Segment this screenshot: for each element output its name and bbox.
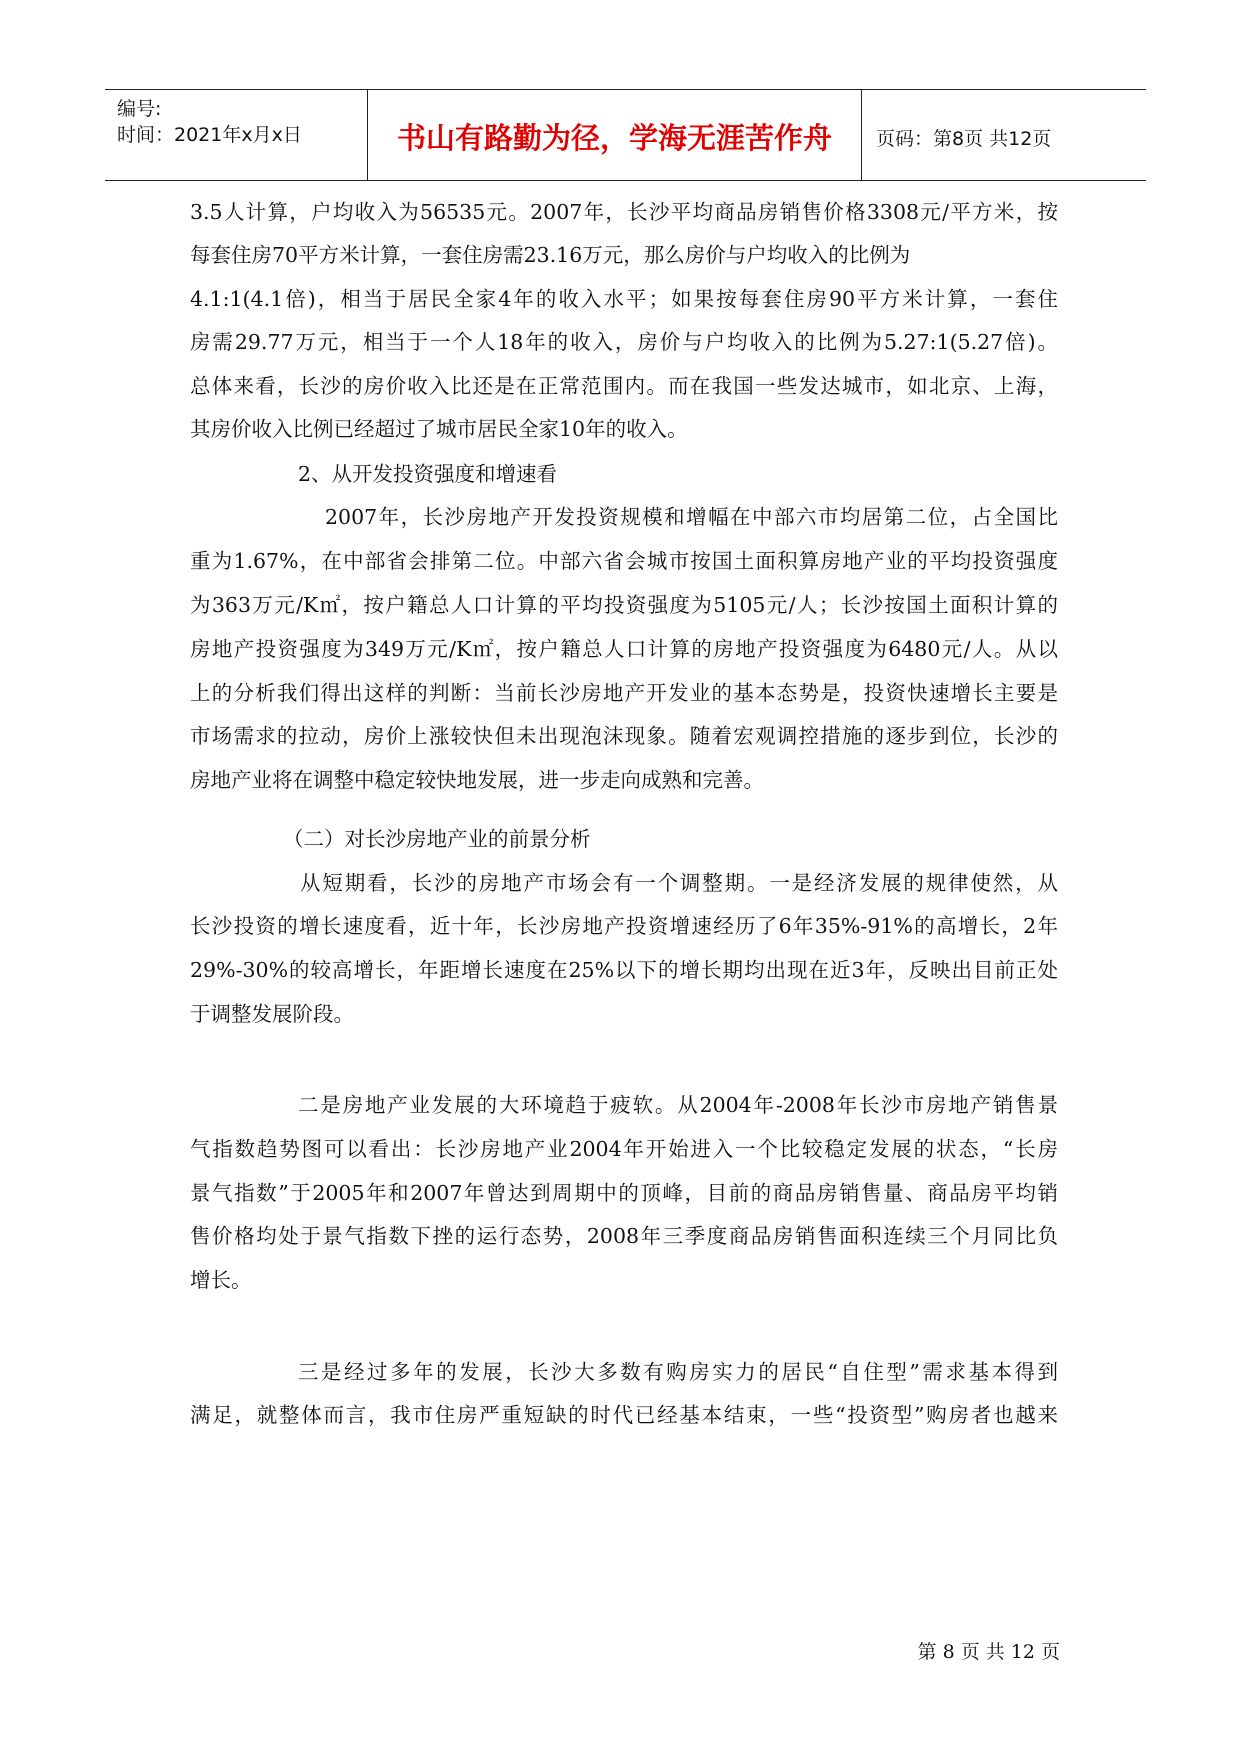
text-line: 每套住房70平方米计算，一套住房需23.16万元，那么房价与户均收入的比例为 bbox=[190, 243, 911, 267]
text-line: 总体来看，长沙的房价收入比还是在正常范围内。而在我国一些发达城市，如北京、上海， bbox=[190, 374, 1058, 398]
text-line: 二是房地产业发展的大环境趋于疲软。从2004年-2008年长沙市房地产销售景 bbox=[298, 1093, 1058, 1117]
text-line: 售价格均处于景气指数下挫的运行态势，2008年三季度商品房销售面积连续三个月同比负 bbox=[190, 1224, 1058, 1248]
text-line: 景气指数”于2005年和2007年曾达到周期中的顶峰，目前的商品房销售量、商品房平均销 bbox=[190, 1181, 1058, 1205]
header-motto: 书山有路勤为径，学海无涯苦作舟 bbox=[396, 121, 832, 155]
header-motto-cell bbox=[368, 90, 862, 180]
text-line: 满足，就整体而言，我市住房严重短缺的时代已经基本结束，一些“投资型”购房者也越来 bbox=[190, 1403, 1058, 1427]
text-line: 房地产投资强度为349万元/K㎡，按户籍总人口计算的房地产投资强度为6480元/人。从以 bbox=[190, 637, 1058, 661]
document-code-label: 编号: bbox=[117, 98, 162, 120]
text-line: 市场需求的拉动，房价上涨较快但未出现泡沫现象。随着宏观调控措施的逐步到位，长沙的 bbox=[190, 724, 1058, 748]
text-line: 房地产业将在调整中稳定较快地发展，进一步走向成熟和完善。 bbox=[190, 768, 764, 792]
section-heading: 2、从开发投资强度和增速看 bbox=[298, 462, 558, 486]
text-line: 气指数趋势图可以看出：长沙房地产业2004年开始进入一个比较稳定发展的状态，“长房 bbox=[190, 1137, 1058, 1161]
text-line: 三是经过多年的发展，长沙大多数有购房实力的居民“自住型”需求基本得到 bbox=[298, 1360, 1058, 1384]
text-line: 2007年，长沙房地产开发投资规模和增幅在中部六市均居第二位，占全国比 bbox=[325, 505, 1058, 529]
header-page-cell bbox=[862, 90, 1146, 180]
text-line: 上的分析我们得出这样的判断：当前长沙房地产开发业的基本态势是，投资快速增长主要是 bbox=[190, 681, 1058, 705]
header-page-number: 页码：第8页 共12页 bbox=[876, 128, 1052, 150]
text-line: 重为1.67%，在中部省会排第二位。中部六省会城市按国土面积算房地产业的平均投资强度 bbox=[190, 549, 1058, 573]
text-line: 房需29.77万元，相当于一个人18年的收入，房价与户均收入的比例为5.27:1(5.27倍)。 bbox=[190, 330, 1058, 354]
document-time-label: 时间：2021年x月x日 bbox=[117, 124, 302, 146]
header-info-cell bbox=[105, 90, 368, 180]
text-line: 3.5人计算，户均收入为56535元。2007年，长沙平均商品房销售价格3308元/平方米，按 bbox=[190, 200, 1058, 224]
text-line: 长沙投资的增长速度看，近十年，长沙房地产投资增速经历了6年35%-91%的高增长，2年 bbox=[190, 914, 1058, 938]
text-line: 29%-30%的较高增长，年距增长速度在25%以下的增长期均出现在近3年，反映出目前正处 bbox=[190, 958, 1058, 982]
text-line: 从短期看，长沙的房地产市场会有一个调整期。一是经济发展的规律使然，从 bbox=[300, 871, 1058, 895]
text-line: 于调整发展阶段。 bbox=[190, 1002, 354, 1026]
page-footer-number: 第 8 页 共 12 页 bbox=[917, 1641, 1060, 1663]
text-line: 增长。 bbox=[190, 1268, 252, 1292]
text-line: 4.1:1(4.1倍)，相当于居民全家4年的收入水平；如果按每套住房90平方米计算，一套住 bbox=[190, 287, 1058, 311]
section-heading: （二）对长沙房地产业的前景分析 bbox=[283, 827, 591, 851]
page-header bbox=[105, 89, 1146, 181]
text-line: 为363万元/K㎡，按户籍总人口计算的平均投资强度为5105元/人；长沙按国土面积计算的 bbox=[190, 593, 1058, 617]
text-line: 其房价收入比例已经超过了城市居民全家10年的收入。 bbox=[190, 417, 688, 441]
